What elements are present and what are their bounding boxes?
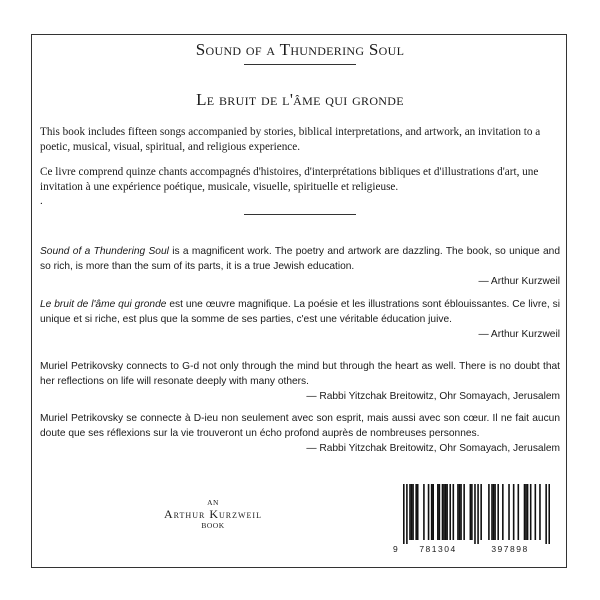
barcode-bar	[409, 484, 411, 540]
section-divider	[244, 214, 356, 215]
barcode-bar	[412, 484, 414, 540]
english-description: This book includes fifteen songs accompanied by stories, biblical interpretations, and artwork, an invitation to a poetic, musical, visual, spiritual, and religious experience.	[40, 126, 541, 153]
barcode-bar	[527, 484, 529, 540]
barcode-bar	[415, 484, 417, 540]
barcode-bar	[493, 484, 495, 540]
quote-attribution: — Arthur Kurzweil	[478, 329, 560, 340]
barcode-bar	[471, 484, 473, 540]
barcode-bar	[539, 484, 541, 540]
barcode-bar	[508, 484, 510, 540]
quote-attribution: — Rabbi Yitzchak Breitowitz, Ohr Somayach, Jerusalem	[306, 391, 560, 402]
barcode-bar	[459, 484, 461, 540]
barcode-bar	[439, 484, 441, 540]
barcode-bar	[535, 484, 537, 540]
isbn-barcode	[393, 484, 550, 544]
publisher-imprint	[143, 498, 283, 530]
endorsement-breitowitz-fr	[40, 411, 560, 456]
imprint-line-an: AN	[207, 498, 219, 507]
title-divider	[244, 64, 356, 65]
barcode-bar	[524, 484, 526, 540]
barcode-bar	[442, 484, 444, 540]
french-description: Ce livre comprend quinze chants accompagnés d'histoires, d'interprétations bibliques et d'illustrations d'art, une invitation à une expérience poétique, musicale, visuelle, spirituelle et religieuse.	[40, 166, 539, 193]
barcode-bar	[428, 484, 430, 540]
stray-period: .	[40, 195, 43, 207]
barcode-bar	[497, 484, 499, 540]
barcode-bar	[513, 484, 515, 540]
barcode-bar	[453, 484, 455, 540]
barcode-bar	[443, 484, 445, 540]
barcode-bar	[474, 484, 476, 544]
barcode-bar	[432, 484, 434, 540]
barcode-bar	[417, 484, 419, 540]
imprint-name: Arthur Kurzweil	[164, 507, 262, 521]
barcode-bar	[449, 484, 451, 540]
barcode-bar	[470, 484, 472, 540]
quote-title-italic: Le bruit de l'âme qui gronde	[40, 299, 167, 310]
barcode-first-digit: 9	[393, 544, 400, 554]
quote-text: Muriel Petrikovsky connects to G-d not only through the mind but through the heart as well. There is no doubt that her reflections on life will resonate deeply with many others.	[40, 361, 560, 387]
barcode-bar	[518, 484, 520, 540]
barcode-bar	[457, 484, 459, 540]
barcode-bar	[423, 484, 425, 540]
barcode-bar	[437, 484, 439, 540]
barcode-bar	[431, 484, 433, 540]
barcode-bar	[446, 484, 448, 540]
french-title: Le bruit de l'âme qui gronde	[196, 90, 404, 109]
quote-attribution: — Arthur Kurzweil	[478, 276, 560, 287]
barcode-bar	[477, 484, 479, 544]
barcode-bar	[548, 484, 550, 544]
barcode-bar	[403, 484, 405, 544]
quote-text: Muriel Petrikovsky se connecte à D-ieu non seulement avec son esprit, mais aussi avec son cœur. Il ne fait aucun doute que ses réflexions sur la vie trouveront un écho profond auprès de nombreuses personnes.	[40, 413, 560, 439]
endorsement-breitowitz-en	[40, 359, 560, 404]
barcode-bar	[463, 484, 465, 540]
quote-title-italic: Sound of a Thundering Soul	[40, 246, 169, 257]
barcode-bar	[411, 484, 413, 540]
english-title: Sound of a Thundering Soul	[195, 40, 405, 59]
barcode-bar	[406, 484, 408, 544]
endorsement-kurzweil-fr	[40, 297, 560, 342]
barcode-bar	[502, 484, 504, 540]
barcode-bar	[460, 484, 462, 540]
quote-attribution: — Rabbi Yitzchak Breitowitz, Ohr Somayach, Jerusalem	[306, 443, 560, 454]
barcode-bar	[545, 484, 547, 544]
barcode-bar	[494, 484, 496, 540]
barcode-bar	[480, 484, 482, 540]
imprint-line-book: BOOK	[201, 521, 225, 530]
quote-text: is a magnificent work. The poetry and artwork are dazzling. The book, so unique and so rich, is more than the sum of its parts, it is a true Jewish education.	[40, 246, 560, 272]
barcode-bar	[491, 484, 493, 540]
quote-text: est une œuvre magnifique. La poésie et les illustrations sont éblouissantes. Ce livre, si unique et si riche, est plus que la somme de ses parties, c'est une véritable éducation juive.	[40, 299, 560, 325]
barcode-left-digits: 781304	[419, 544, 457, 554]
barcode-right-digits: 397898	[491, 544, 529, 554]
endorsement-kurzweil-en	[40, 244, 560, 289]
barcode-bar	[530, 484, 532, 540]
barcode-bar	[488, 484, 490, 540]
barcode-bar	[525, 484, 527, 540]
barcode-bar	[445, 484, 447, 540]
